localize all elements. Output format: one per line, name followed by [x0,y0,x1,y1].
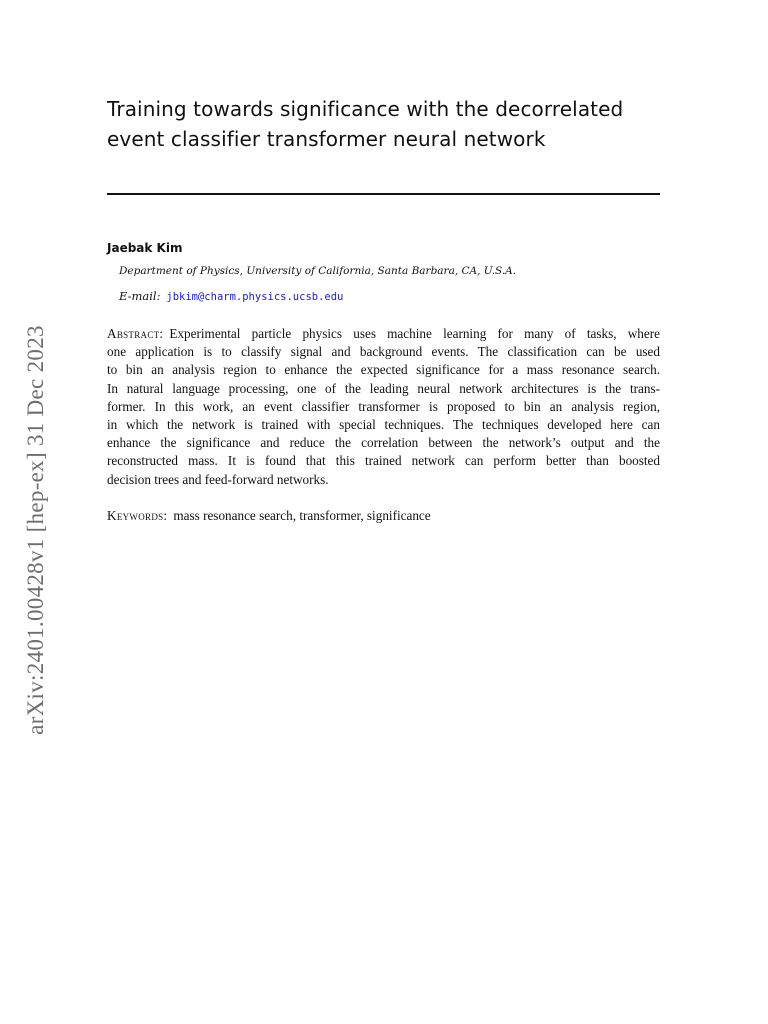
title-rule [107,193,660,195]
abstract-line: former. In this work, an event classifier transformer is proposed to bin an analysis region, [107,398,660,414]
author-affiliation: Department of Physics, University of California, Santa Barbara, CA, U.S.A. [119,265,517,277]
abstract [107,325,660,489]
email-link[interactable]: jbkim@charm.physics.ucsb.edu [166,291,344,303]
abstract-line: enhance the significance and reduce the correlation between the network’s output and the [107,435,660,451]
arxiv-stamp: arXiv:2401.00428v1 [hep-ex] 31 Dec 2023 [23,325,48,735]
abstract-line: to bin an analysis region to enhance the expected significance for a mass resonance search. [107,362,660,378]
keywords-list: mass resonance search, transformer, significance [173,508,431,523]
title-line-1: Training towards significance with the decorrelated [107,97,624,121]
abstract-line: In natural language processing, one of the leading neural network architectures is the trans- [107,380,660,396]
abstract-label: Abstract: [107,326,164,341]
abstract-line-text: Experimental particle physics uses machine learning for many of tasks, where [169,326,660,341]
abstract-line [107,325,660,343]
abstract-line: decision trees and feed-forward networks. [107,471,329,487]
email-label: E-mail: [119,289,161,303]
keywords [107,507,431,525]
abstract-line: reconstructed mass. It is found that this trained network can perform better than boosted [107,453,660,469]
abstract-line: in which the network is trained with special techniques. The techniques developed here can [107,417,660,433]
abstract-line: one application is to classify signal and background events. The classification can be used [107,344,660,360]
email-row [119,288,343,305]
keywords-label: Keywords: [107,508,168,523]
author-name: Jaebak Kim [107,241,183,255]
paper-title [107,94,667,154]
title-line-2: event classifier transformer neural network [107,127,546,151]
